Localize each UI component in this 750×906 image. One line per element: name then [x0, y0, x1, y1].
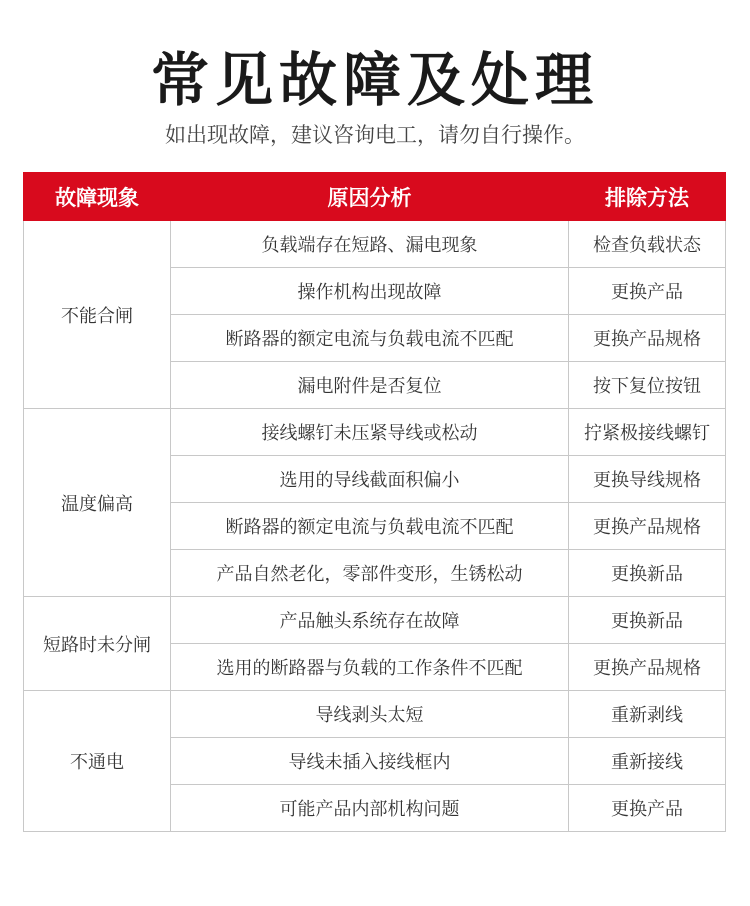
cause-cell: 断路器的额定电流与负载电流不匹配 — [171, 315, 569, 362]
fix-cell: 更换导线规格 — [569, 456, 726, 503]
symptom-cell: 短路时未分闸 — [24, 597, 171, 691]
fix-cell: 检查负载状态 — [569, 221, 726, 268]
cause-cell: 负载端存在短路、漏电现象 — [171, 221, 569, 268]
cause-cell: 选用的导线截面积偏小 — [171, 456, 569, 503]
cause-cell: 可能产品内部机构问题 — [171, 785, 569, 832]
page-subtitle: 如出现故障，建议咨询电工，请勿自行操作。 — [165, 123, 585, 147]
fix-cell: 拧紧极接线螺钉 — [569, 409, 726, 456]
cause-cell: 选用的断路器与负载的工作条件不匹配 — [171, 644, 569, 691]
header-symptom: 故障现象 — [24, 173, 171, 221]
cause-cell: 产品触头系统存在故障 — [171, 597, 569, 644]
table-header-row — [24, 173, 726, 221]
fix-cell: 更换产品规格 — [569, 315, 726, 362]
symptom-cell: 温度偏高 — [24, 409, 171, 597]
cause-cell: 产品自然老化，零部件变形，生锈松动 — [171, 550, 569, 597]
header-fix: 排除方法 — [569, 173, 726, 221]
table-row — [24, 221, 726, 268]
fix-cell: 更换产品 — [569, 785, 726, 832]
fix-cell: 重新剥线 — [569, 691, 726, 738]
table-row — [24, 409, 726, 456]
fix-cell: 重新接线 — [569, 738, 726, 785]
fix-cell: 更换新品 — [569, 550, 726, 597]
cause-cell: 接线螺钉未压紧导线或松动 — [171, 409, 569, 456]
table-row — [24, 597, 726, 644]
cause-cell: 操作机构出现故障 — [171, 268, 569, 315]
fix-cell: 按下复位按钮 — [569, 362, 726, 409]
cause-cell: 断路器的额定电流与负载电流不匹配 — [171, 503, 569, 550]
symptom-cell: 不通电 — [24, 691, 171, 832]
table-row — [24, 691, 726, 738]
cause-cell: 导线未插入接线框内 — [171, 738, 569, 785]
fault-table — [23, 172, 726, 832]
header-cause: 原因分析 — [171, 173, 569, 221]
fix-cell: 更换新品 — [569, 597, 726, 644]
fix-cell: 更换产品 — [569, 268, 726, 315]
cause-cell: 漏电附件是否复位 — [171, 362, 569, 409]
page-title: 常见故障及处理 — [150, 46, 599, 114]
fix-cell: 更换产品规格 — [569, 503, 726, 550]
symptom-cell: 不能合闸 — [24, 221, 171, 409]
cause-cell: 导线剥头太短 — [171, 691, 569, 738]
fix-cell: 更换产品规格 — [569, 644, 726, 691]
